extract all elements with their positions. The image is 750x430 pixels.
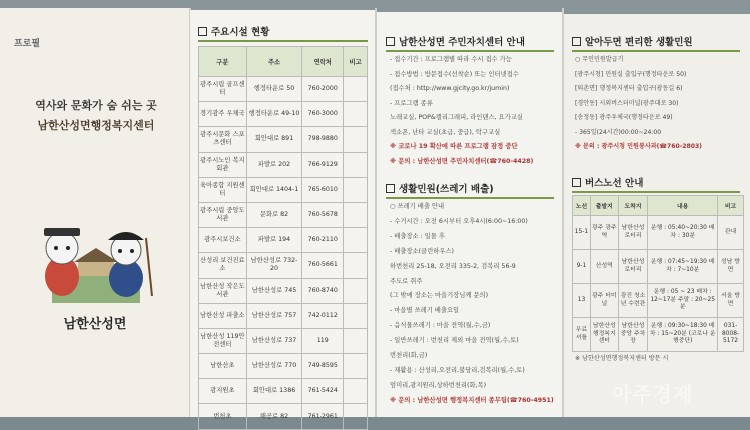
facilities-title-text: 주요시설 현황 — [211, 27, 270, 38]
table-cell: 광주시립 골프센터 — [199, 77, 247, 102]
table-cell: 9-1 — [573, 250, 591, 284]
table-cell — [344, 253, 368, 278]
table-row — [573, 250, 744, 284]
list-item: 노래교실, POP&캘리그래피, 라인댄스, 요가교실 — [390, 114, 523, 121]
cover-title-line1: 역사와 문화가 숨 쉬는 곳 — [35, 99, 157, 112]
table-row — [199, 354, 368, 379]
residents-title-text: 남한산성면 주민자치센터 안내 — [399, 37, 525, 48]
table-cell: 운행 : 05:40~20:30 배차 : 30분 — [648, 216, 718, 250]
residents-list — [390, 53, 533, 169]
list-item: ○ 쓰레기 배출 안내 — [390, 203, 445, 210]
table-cell — [344, 102, 368, 127]
table-cell: 운행 : 05 ~ 23 배차 : 12~17분 주말 : 20~25분 — [648, 284, 718, 318]
table-cell — [344, 303, 368, 328]
table-cell: 남한산성 중앙 주차장 — [618, 318, 648, 352]
table-cell: 광주시보건소 — [199, 228, 247, 253]
civil-list — [575, 53, 702, 155]
table-header: 내용 — [648, 196, 718, 216]
checkbox-icon — [572, 178, 581, 187]
list-item: [경안동] 시외버스터미널(광주대로 30) — [575, 99, 679, 107]
table-cell: 서울 방면 — [718, 284, 744, 318]
table-cell: 15-1 — [573, 216, 591, 250]
facilities-title — [198, 24, 368, 42]
list-item: [퇴촌면] 행정복지센터 출입구(광동길 6) — [575, 85, 683, 92]
table-header-row — [573, 196, 744, 216]
table-cell: 운행 : 09:30~18:30 배차 : 15~20분 (코로나 운행중단) — [648, 318, 718, 352]
checkbox-icon — [198, 27, 207, 36]
table-cell: 760-2110 — [302, 228, 344, 253]
table-cell — [344, 127, 368, 152]
table-cell: 파발로 194 — [246, 228, 302, 253]
checkbox-icon — [386, 184, 395, 193]
list-item: ※ 문의 : 남한산성면 주민자치센터(☎760-4428) — [390, 157, 534, 165]
table-cell — [344, 152, 368, 177]
table-cell: 031-8008-5172 — [718, 318, 744, 352]
table-cell: 회안대로 1404-1 — [246, 177, 302, 202]
table-cell: 해공로 82 — [246, 404, 302, 429]
list-item: - 접수기간 : 프로그램별 따라 수시 접수 가능 — [390, 56, 512, 63]
table-cell: 산성리 보건진료소 — [199, 253, 247, 278]
list-item: - 수거시간 : 오전 6시부터 오후4시(6:00~16:00) — [390, 217, 528, 225]
table-cell: 남한산성로 757 — [246, 303, 302, 328]
table-row — [573, 216, 744, 250]
table-row — [199, 152, 368, 177]
table-cell — [344, 328, 368, 353]
cover-title — [12, 96, 180, 136]
civil-title — [572, 34, 740, 52]
table-cell: 회안대로 1386 — [246, 379, 302, 404]
list-item: 색소폰, 난타 교실(초급, 중급), 탁구교실 — [390, 128, 501, 136]
list-item: - 접수방법 : 방문접수(선착순) 또는 인터넷접수 — [390, 70, 519, 78]
list-item: - 365일(24시간)00:00~24:00 — [575, 128, 662, 136]
table-header: 비고 — [344, 47, 368, 77]
table-cell: 749-8595 — [302, 354, 344, 379]
bus-title — [572, 175, 740, 193]
table-cell: 남한산성로 732-20 — [246, 253, 302, 278]
table-cell: 운행 : 07:45~19:30 배차 : 7~10분 — [648, 250, 718, 284]
table-cell: 광주시노인 복지회관 — [199, 152, 247, 177]
table-cell — [344, 278, 368, 303]
table-cell: 13 — [573, 284, 591, 318]
table-cell: 육아종합 지원센터 — [199, 177, 247, 202]
table-row — [199, 102, 368, 127]
table-cell: 광주 광주역 — [590, 216, 618, 250]
list-item: - 프로그램 종류 — [390, 99, 433, 107]
list-item: 번천리(화,금) — [390, 352, 428, 360]
table-cell: 무료 셔틀 — [573, 318, 591, 352]
list-item: 주도로 취주 — [390, 277, 423, 285]
table-header: 주소 — [246, 47, 302, 77]
table-cell: 760-3000 — [302, 102, 344, 127]
list-item: [송정동] 광주우체국(행정타운로 49) — [575, 114, 673, 121]
table-cell: 760-2000 — [302, 77, 344, 102]
list-item: ※ 코로나 19 확산에 따른 프로그램 잠정 중단 — [390, 143, 518, 150]
waste-list — [390, 200, 554, 409]
table-row — [199, 328, 368, 353]
table-header: 출발지 — [590, 196, 618, 216]
table-cell: 742-0112 — [302, 303, 344, 328]
cover-title-line2: 남한산성면행정복지센터 — [37, 119, 155, 132]
table-row — [199, 253, 368, 278]
table-row — [199, 127, 368, 152]
table-cell: 산성역 — [590, 250, 618, 284]
bus-title-text: 버스노선 안내 — [585, 178, 644, 189]
table-cell: 행정타운로 50 — [246, 77, 302, 102]
table-cell: 광진 청소년 수련관 — [618, 284, 648, 318]
table-cell: 남한산초 — [199, 354, 247, 379]
bus-footer: ※ 남한산성면행정복지센터 방문 시 — [575, 355, 669, 362]
table-cell: 파발로 202 — [246, 152, 302, 177]
table-row — [573, 284, 744, 318]
table-cell: 관내 — [718, 216, 744, 250]
list-item: - 마을별 쓰레기 배출요일 — [390, 307, 460, 315]
list-item: (그 밖에 장소는 마을기장님께 문의) — [390, 292, 489, 300]
mascot-illustration — [22, 218, 168, 303]
table-cell: 남한산성 행정복지 센터 — [590, 318, 618, 352]
table-cell: 119 — [302, 328, 344, 353]
table-cell: 경기광주 우체국 — [199, 102, 247, 127]
list-item: 엄미리,광지원리,상하번천리(화,목) — [390, 381, 487, 389]
table-cell: 남한산성 로터리 — [618, 216, 648, 250]
list-item: 하번천리 25-18, 오전리 335-2, 검복리 56-9 — [390, 262, 516, 270]
table-cell: 행정타운로 49-10 — [246, 102, 302, 127]
table-cell: 765-6010 — [302, 177, 344, 202]
cover-panel — [0, 8, 190, 417]
table-cell — [344, 202, 368, 227]
list-item: ※ 문의 : 남한산성면 행정복지센터 종무팀(☎760-4951) — [390, 396, 554, 404]
list-item: ○ 무인민원발급기 — [575, 56, 624, 63]
facilities-table — [198, 46, 368, 430]
cover-name: 남한산성면 — [63, 317, 127, 332]
table-cell — [344, 379, 368, 404]
table-row — [199, 177, 368, 202]
list-item: [광주시청] 민원실 출입구(행정타운로 50) — [575, 70, 687, 78]
table-cell: 광주 터미널 — [590, 284, 618, 318]
table-cell: 성남 방면 — [718, 250, 744, 284]
table-cell — [344, 228, 368, 253]
table-cell — [344, 354, 368, 379]
table-cell: 남한산성로 737 — [246, 328, 302, 353]
list-item: - 재활용 : 산성리,오전리,불당리,검복리(월,수,토) — [390, 366, 525, 374]
table-header-row — [199, 47, 368, 77]
table-header: 연락처 — [302, 47, 344, 77]
table-row — [199, 303, 368, 328]
table-cell: 761-5424 — [302, 379, 344, 404]
table-cell: 남한산성로 770 — [246, 354, 302, 379]
waste-title — [386, 181, 554, 199]
table-cell: 광주시문화 스포츠센터 — [199, 127, 247, 152]
list-item: - 일반쓰레기 : 번천리 제외 마을 전역(월,수,토) — [390, 337, 519, 345]
list-item: (접수처 : http://www.gjcity.go.kr/jumin) — [390, 85, 510, 92]
table-cell — [344, 177, 368, 202]
civil-title-text: 알아두면 편리한 생활민원 — [585, 37, 693, 48]
table-cell: 760-8740 — [302, 278, 344, 303]
table-cell — [344, 77, 368, 102]
waste-title-text: 생활민원(쓰레기 배출) — [399, 184, 494, 195]
table-header: 구분 — [199, 47, 247, 77]
table-row — [573, 318, 744, 352]
list-item: ※ 문의 : 광주시청 민원봉사과(☎760-2803) — [575, 143, 702, 150]
table-header: 노선 — [573, 196, 591, 216]
list-item: - 음식물쓰레기 : 마을 전역(월,수,금) — [390, 322, 491, 330]
table-cell: 남한산성 로터리 — [618, 250, 648, 284]
table-cell: 남한산성로 745 — [246, 278, 302, 303]
list-item: - 배출장소(클린하우스) — [390, 247, 454, 255]
logo: 프로필 — [14, 39, 41, 49]
table-cell: 남한산성 119안전센터 — [199, 328, 247, 353]
checkbox-icon — [386, 37, 395, 46]
table-cell: 회안대로 891 — [246, 127, 302, 152]
table-cell: 798-9880 — [302, 127, 344, 152]
table-cell: 문화로 82 — [246, 202, 302, 227]
table-cell: 광주시립 중앙도서관 — [199, 202, 247, 227]
table-cell: 광지원초 — [199, 379, 247, 404]
table-cell: 남한산성 파출소 — [199, 303, 247, 328]
table-cell: 번천초 — [199, 404, 247, 429]
bus-table — [572, 195, 744, 352]
table-row — [199, 228, 368, 253]
table-header: 도착지 — [618, 196, 648, 216]
table-header: 비고 — [718, 196, 744, 216]
table-row — [199, 278, 368, 303]
table-cell: 760-5678 — [302, 202, 344, 227]
residents-title — [386, 34, 554, 52]
checkbox-icon — [572, 37, 581, 46]
table-cell: 761-2961 — [302, 404, 344, 429]
table-cell: 760-5661 — [302, 253, 344, 278]
table-cell: 766-9129 — [302, 152, 344, 177]
table-cell: 남한산성 작은도서관 — [199, 278, 247, 303]
watermark: 아주경제 — [612, 382, 694, 406]
table-row — [199, 202, 368, 227]
table-row — [199, 77, 368, 102]
list-item: - 배출장소 : 일몰 후 — [390, 232, 445, 240]
table-row — [199, 379, 368, 404]
